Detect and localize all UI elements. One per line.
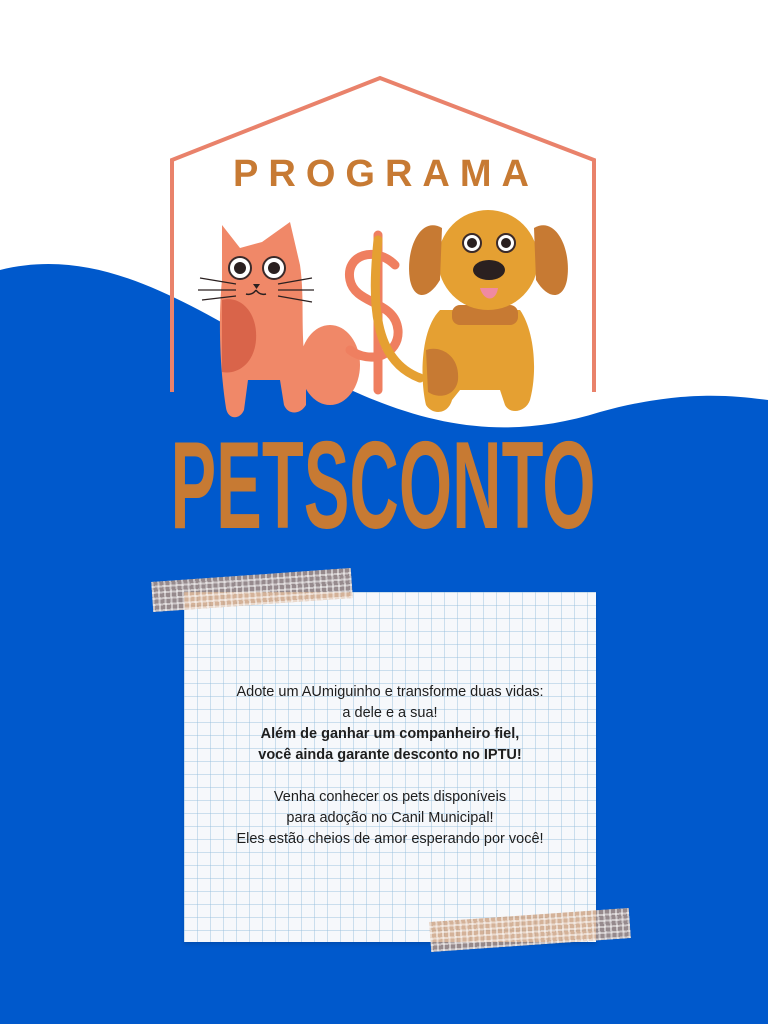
dog-icon	[375, 210, 568, 412]
message-bold-line-2: você ainda garante desconto no IPTU!	[258, 747, 522, 763]
message-line-2: a dele e a sua!	[342, 705, 438, 721]
message-bold-line-1: Além de ganhar um companheiro fiel,	[260, 726, 520, 742]
info-card-text	[184, 682, 596, 850]
brand-word-logo: PETSCONTO	[170, 417, 596, 555]
message-line-4: para adoção no Canil Municipal!	[286, 810, 494, 826]
paragraph-spacer	[184, 766, 596, 787]
message-line-5: Eles estão cheios de amor esperando por você!	[236, 831, 544, 847]
message-line-3: Venha conhecer os pets disponíveis	[273, 789, 507, 805]
info-card	[184, 592, 596, 942]
program-label: PROGRAMA	[233, 153, 539, 195]
message-line-1: Adote um AUmiguinho e transforme duas vidas:	[236, 684, 544, 700]
